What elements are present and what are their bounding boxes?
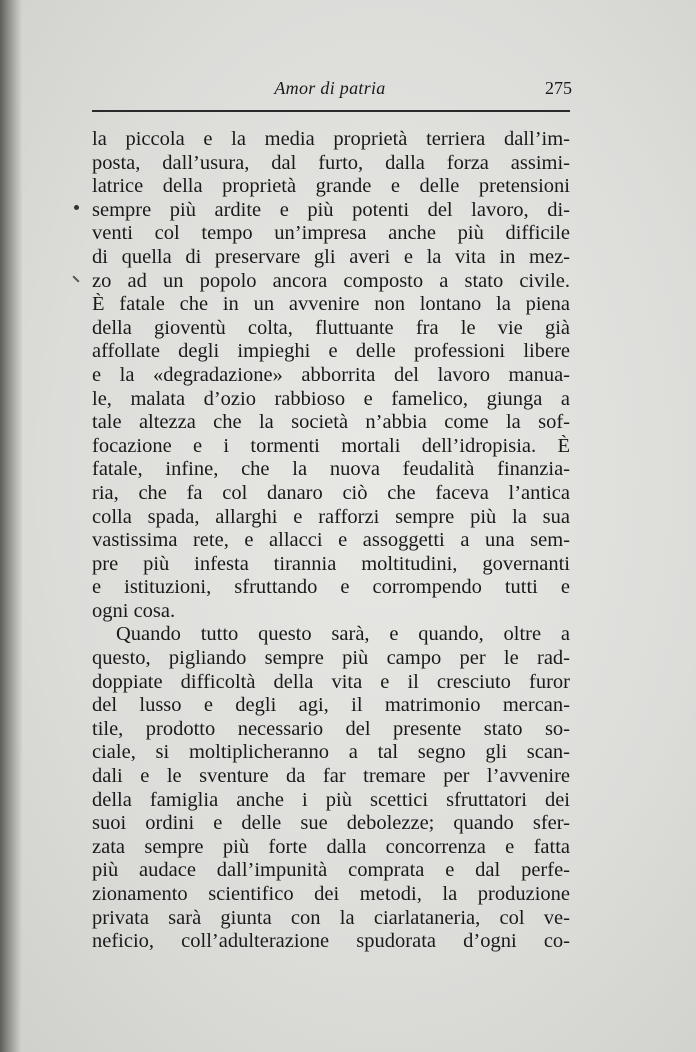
- text-line: doppiate difficoltà della vita e il cresciuto furor: [92, 670, 570, 693]
- paragraph-2: [92, 623, 570, 953]
- text-line: pre più infesta tirannia moltitudini, governanti: [92, 552, 570, 575]
- text-line: privata sarà giunta con la ciarlataneria, col ve-: [92, 906, 570, 929]
- text-line: focazione e i tormenti mortali dell’idropisia. È: [92, 434, 570, 457]
- text-line: più audace dall’impunità comprata e dal perfe-: [92, 859, 570, 882]
- body-text: [92, 128, 570, 954]
- text-line: della gioventù colta, fluttuante fra le vie già: [92, 316, 570, 339]
- text-line: colla spada, allarghi e rafforzi sempre più la sua: [92, 505, 570, 528]
- text-line: fatale, infine, che la nuova feudalità finanzia-: [92, 458, 570, 481]
- text-line: sempre più ardite e più potenti del lavoro, di-: [92, 198, 570, 221]
- text-line: dali e le sventure da far tremare per l’avvenire: [92, 765, 570, 788]
- text-line: questo, pigliando sempre più campo per le rad-: [92, 647, 570, 670]
- text-line: ria, che fa col danaro ciò che faceva l’antica: [92, 481, 570, 504]
- margin-tick-mark: [72, 275, 79, 282]
- text-line: tile, prodotto necessario del presente stato so-: [92, 717, 570, 740]
- text-line: latrice della proprietà grande e delle pretensioni: [92, 175, 570, 198]
- text-line: ogni cosa.: [92, 599, 176, 622]
- text-line: È fatale che in un avvenire non lontano la piena: [92, 293, 570, 316]
- text-line: zata sempre più forte dalla concorrenza e fatta: [92, 835, 570, 858]
- paragraph-1: [92, 128, 570, 623]
- page-header: [90, 78, 570, 104]
- text-line: ciale, si moltiplicheranno a tal segno gli scan-: [92, 741, 570, 764]
- text-line: Quando tutto questo sarà, e quando, oltre a: [116, 623, 570, 646]
- header-rule: [92, 110, 570, 112]
- text-line: tale altezza che la società n’abbia come la sof-: [92, 411, 570, 434]
- text-line: posta, dall’usura, dal furto, dalla forza assimi-: [92, 151, 570, 174]
- text-line: neficio, coll’adulterazione spudorata d’ogni co-: [92, 930, 570, 953]
- text-line: le, malata d’ozio rabbioso e famelico, giunga a: [92, 387, 570, 410]
- text-line: della famiglia anche i più scettici sfruttatori dei: [92, 788, 570, 811]
- text-line: e istituzioni, sfruttando e corrompendo tutti e: [92, 576, 570, 599]
- text-line: del lusso e degli agi, il matrimonio mercan-: [92, 694, 570, 717]
- text-line: la piccola e la media proprietà terriera dall’im-: [92, 128, 570, 150]
- text-line: vastissima rete, e allacci e assoggetti a una sem-: [92, 529, 570, 552]
- page-number: 275: [545, 78, 572, 98]
- text-line: affollate degli impieghi e delle professioni libere: [92, 340, 570, 363]
- text-line: di quella di preservare gli averi e la vita in mez-: [92, 245, 570, 268]
- binding-edge: [0, 0, 22, 1052]
- text-line: venti col tempo un’impresa anche più difficile: [92, 222, 570, 245]
- margin-dot-mark: [74, 205, 79, 210]
- text-line: e la «degradazione» abborrita del lavoro manua-: [92, 363, 570, 386]
- text-line: zo ad un popolo ancora composto a stato civile.: [92, 269, 570, 292]
- text-line: zionamento scientifico dei metodi, la produzione: [92, 883, 570, 905]
- running-title: Amor di patria: [274, 78, 386, 98]
- text-line: suoi ordini e delle sue debolezze; quando sfer-: [92, 812, 570, 835]
